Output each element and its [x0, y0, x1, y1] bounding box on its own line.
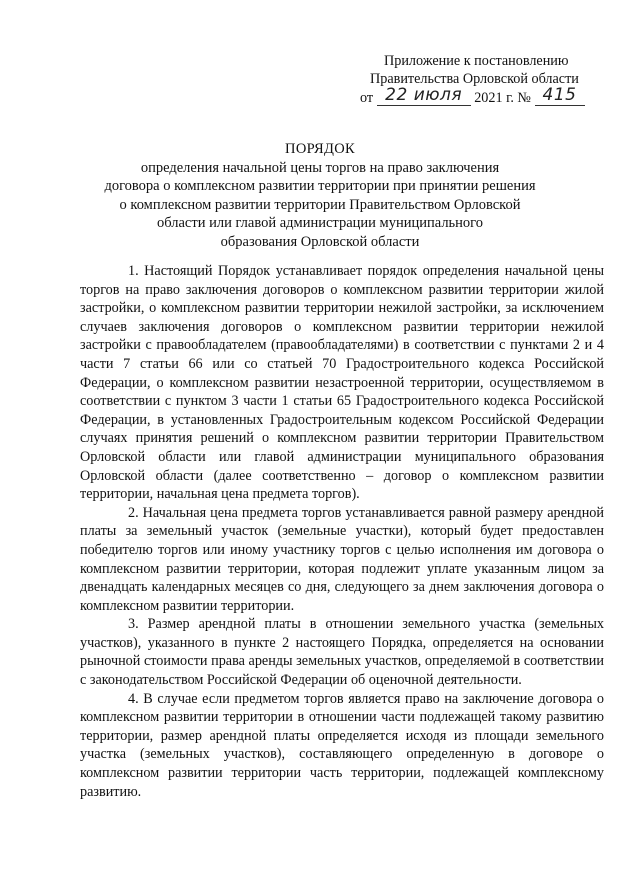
title-subtitle-line: области или главой администрации муниципального	[156, 215, 484, 231]
appendix-header	[360, 52, 610, 106]
paragraph-3: 3. Размер арендной платы в отношении земельного участка (земельных участков), указанного в пункте 2 настоящего Порядка, определяется на основании рыночной стоимости права аренды земельных участков, определяемой в соответствии с законодательством Российской Федерации об оценочной деятельности.	[80, 616, 604, 689]
paragraph-1: 1. Настоящий Порядок устанавливает порядок определения начальной цены торгов на право заключения договоров о комплексном развитии территории жилой застройки, о комплексном развитии территории нежилой застройки, за исключением случаев заключения договоров о комплексном развитии территории нежилой застройки с правообладателем (правообладателями) в соответствии с пунктами 2 и 4 части 7 статьи 66 или со статьей 70 Градостроительного кодекса Российской Федерации, о комплексном развитии незастроенной территории, осуществляемом в соответствии с пунктом 3 части 1 статьи 65 Градостроительного кодекса Российской Федерации, в установленных Градостроительным кодексом Российской Федерации случаях принятия решений о комплексном развитии территории Правительством Орловской области или главой администрации муниципального образования Орловской области (далее соответственно – договор о комплексном развитии территории, начальная цена предмета торгов).	[80, 263, 604, 503]
paragraph-4: 4. В случае если предметом торгов является право на заключение договора о комплексном развитии территории в отношении части подлежащей такому развитию территории, размер арендной платы определяется исходя из площади земельного участка (земельных участков), составляющего определенную в договоре о комплексном развитии территории часть территории, подлежащей комплексному развитию.	[80, 690, 604, 800]
appendix-date-line	[360, 85, 610, 106]
number-field	[535, 86, 585, 106]
title-subtitle-line: договора о комплексном развитии территории при принятии решения	[104, 178, 536, 194]
date-prefix: от	[360, 90, 374, 106]
year-number-label: 2021 г. №	[474, 90, 531, 106]
document-body	[80, 262, 604, 801]
title-subtitle-line: образования Орловской области	[220, 233, 420, 250]
document-title	[0, 140, 640, 251]
handwritten-date: 22 июля	[385, 85, 463, 105]
appendix-line-1: Приложение к постановлению	[384, 53, 569, 69]
title-subtitle-line: определения начальной цены торгов на право заключения	[140, 159, 500, 176]
title-subtitle-line: о комплексном развитии территории Правительством Орловской	[119, 196, 521, 213]
handwritten-number: 415	[542, 85, 577, 105]
title-heading: ПОРЯДОК	[285, 141, 355, 157]
paragraph-2: 2. Начальная цена предмета торгов устанавливается равной размеру арендной платы за земельный участок (земельные участки), который будет предоставлен победителю торгов или иному участнику торгов с целью исполнения им договора о комплексном развитии территории, которая подлежит уплате указанным лицом за двенадцать календарных месяцев со дня, следующего за днем заключения договора о комплексном развитии территории.	[80, 504, 604, 614]
date-field	[377, 86, 471, 106]
appendix-line-2: Правительства Орловской области	[370, 71, 579, 87]
